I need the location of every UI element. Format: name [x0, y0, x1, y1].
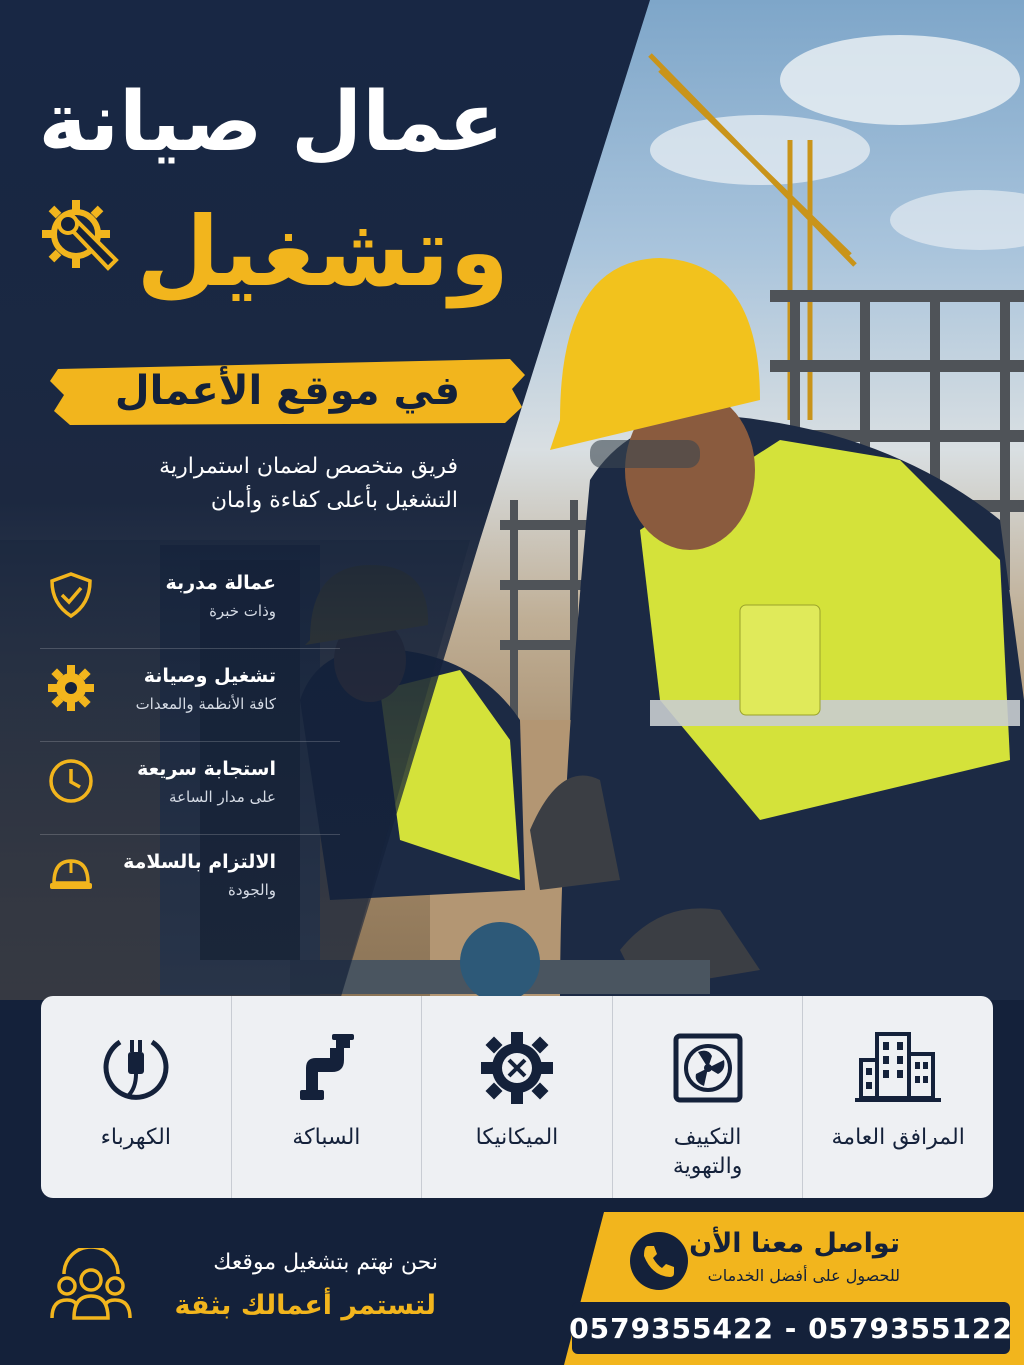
intro-line2: التشغيل بأعلى كفاءة وأمان: [210, 488, 458, 514]
service-label: الكهرباء: [100, 1125, 171, 1150]
feature-item-safety: [40, 835, 340, 927]
service-plumbing: [231, 996, 422, 1198]
tagline-line1: نحن نهتم بتشغيل موقعك: [213, 1250, 438, 1275]
intro-text: [78, 450, 458, 518]
power-plug-icon: [98, 1030, 174, 1106]
service-label: السباكة: [292, 1125, 361, 1150]
features-list: [40, 556, 340, 927]
shield-check-icon: [46, 570, 96, 620]
pipe-icon: [288, 1030, 364, 1106]
phone-handset-icon: [630, 1232, 688, 1290]
contact-subtitle: للحصول على أفضل الخدمات: [707, 1266, 900, 1285]
gear-icon: [46, 663, 96, 713]
gear-wrench-icon: [38, 196, 122, 280]
feature-item-trained: [40, 556, 340, 649]
building-icon: [855, 1030, 941, 1106]
service-electricity: [41, 996, 231, 1198]
feature-item-response: [40, 742, 340, 835]
main-title-line2: وتشغيل: [136, 196, 509, 308]
clock-icon: [46, 756, 96, 806]
service-public-facilities: [802, 996, 993, 1198]
mechanical-gear-icon: [479, 1030, 555, 1106]
team-icon: [50, 1248, 132, 1322]
service-mechanics: [421, 996, 612, 1198]
services-panel: [41, 996, 993, 1198]
service-label: التكييف والتهوية: [672, 1125, 743, 1179]
service-label: الميكانيكا: [475, 1125, 559, 1150]
phone-icon[interactable]: [630, 1232, 688, 1290]
tagline-line2: لتستمر أعمالك بثقة: [174, 1290, 436, 1321]
feature-subtitle: والجودة: [228, 881, 276, 899]
feature-item-operation: [40, 649, 340, 742]
banner-text: في موقع الأعمال: [114, 368, 461, 414]
feature-title: استجابة سريعة: [137, 758, 276, 780]
feature-subtitle: كافة الأنظمة والمعدات: [135, 695, 276, 713]
feature-subtitle: وذات خبرة: [209, 602, 276, 620]
feature-subtitle: على مدار الساعة: [169, 788, 276, 806]
ventilation-fan-icon: [670, 1030, 746, 1106]
main-title-line1: عمال صيانة: [38, 75, 504, 170]
feature-title: عمالة مدربة: [165, 572, 276, 594]
feature-title: الالتزام بالسلامة: [123, 851, 276, 873]
intro-line1: فريق متخصص لضمان استمرارية: [159, 454, 458, 479]
feature-title: تشغيل وصيانة: [143, 665, 276, 687]
phone-numbers[interactable]: 0579355422 - 0579355122: [569, 1311, 1013, 1345]
contact-title: تواصل معنا الأن: [689, 1228, 900, 1259]
hard-hat-icon: [46, 849, 96, 899]
service-hvac: [612, 996, 803, 1198]
service-label: المرافق العامة: [831, 1125, 965, 1150]
